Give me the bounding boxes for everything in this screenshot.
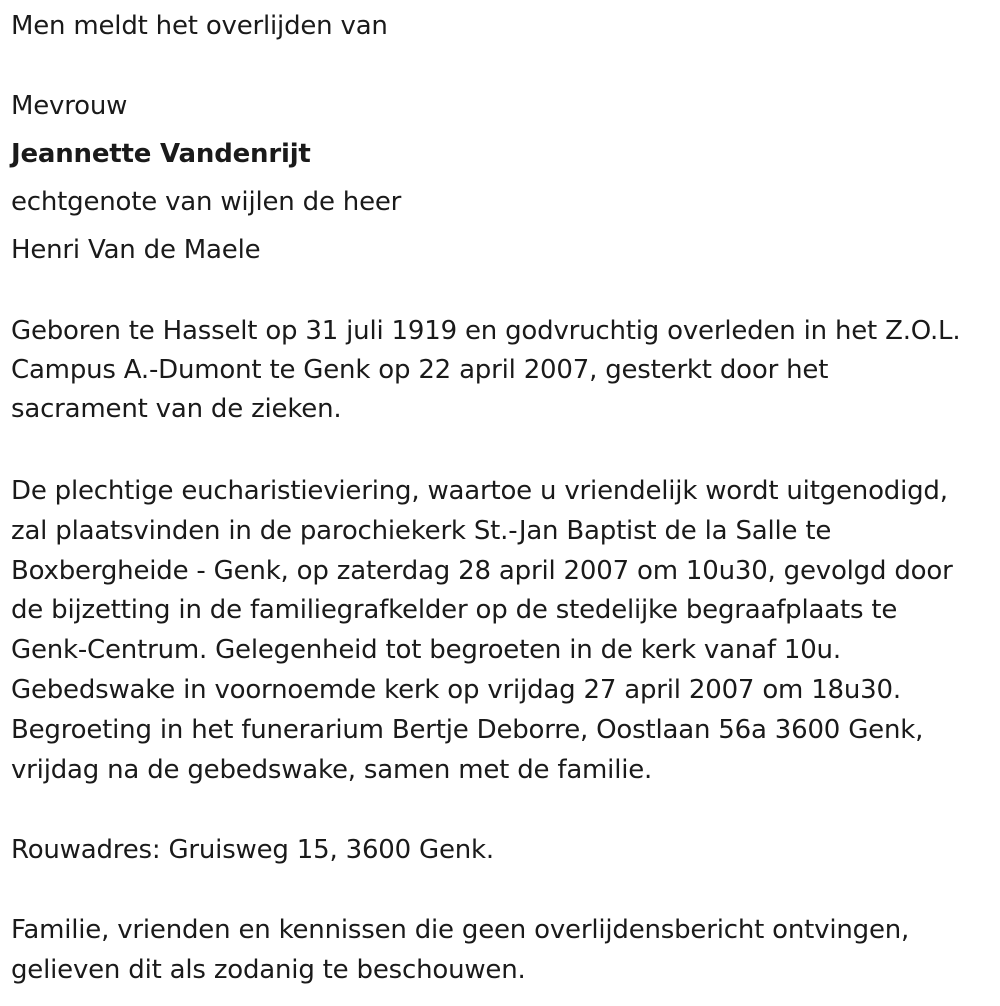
- ceremony-line-5: Genk-Centrum. Gelegenheid tot begroeten in de kerk vanaf 10u.: [11, 635, 841, 665]
- closing-line-2: gelieven dit als zodanig te beschouwen.: [11, 955, 526, 985]
- intro-text: Men meldt het overlijden van: [11, 11, 388, 41]
- closing-line-1: Familie, vrienden en kennissen die geen overlijdensbericht ontvingen,: [11, 915, 910, 945]
- ceremony-line-4: de bijzetting in de familiegrafkelder op de stedelijke begraafplaats te: [11, 595, 898, 625]
- ceremony-line-3: Boxbergheide - Genk, op zaterdag 28 april 2007 om 10u30, gevolgd door: [11, 556, 953, 586]
- ceremony-line-6: Gebedswake in voornoemde kerk op vrijdag 27 april 2007 om 18u30.: [11, 675, 901, 705]
- birth-line-2: Campus A.-Dumont te Genk op 22 april 2007, gesterkt door het: [11, 355, 829, 385]
- ceremony-line-1: De plechtige eucharistieviering, waartoe u vriendelijk wordt uitgenodigd,: [11, 476, 948, 506]
- relation-text: echtgenote van wijlen de heer: [11, 187, 402, 217]
- birth-line-1: Geboren te Hasselt op 31 juli 1919 en godvruchtig overleden in het Z.O.L.: [11, 316, 961, 346]
- mourning-address: Rouwadres: Gruisweg 15, 3600 Genk.: [11, 835, 494, 865]
- salutation: Mevrouw: [11, 91, 128, 121]
- ceremony-line-8: vrijdag na de gebedswake, samen met de familie.: [11, 755, 653, 785]
- spouse-name: Henri Van de Maele: [11, 235, 261, 265]
- deceased-name: Jeannette Vandenrijt: [11, 139, 311, 169]
- ceremony-line-7: Begroeting in het funerarium Bertje Deborre, Oostlaan 56a 3600 Genk,: [11, 715, 924, 745]
- ceremony-line-2: zal plaatsvinden in de parochiekerk St.-Jan Baptist de la Salle te: [11, 516, 832, 546]
- birth-line-3: sacrament van de zieken.: [11, 394, 342, 424]
